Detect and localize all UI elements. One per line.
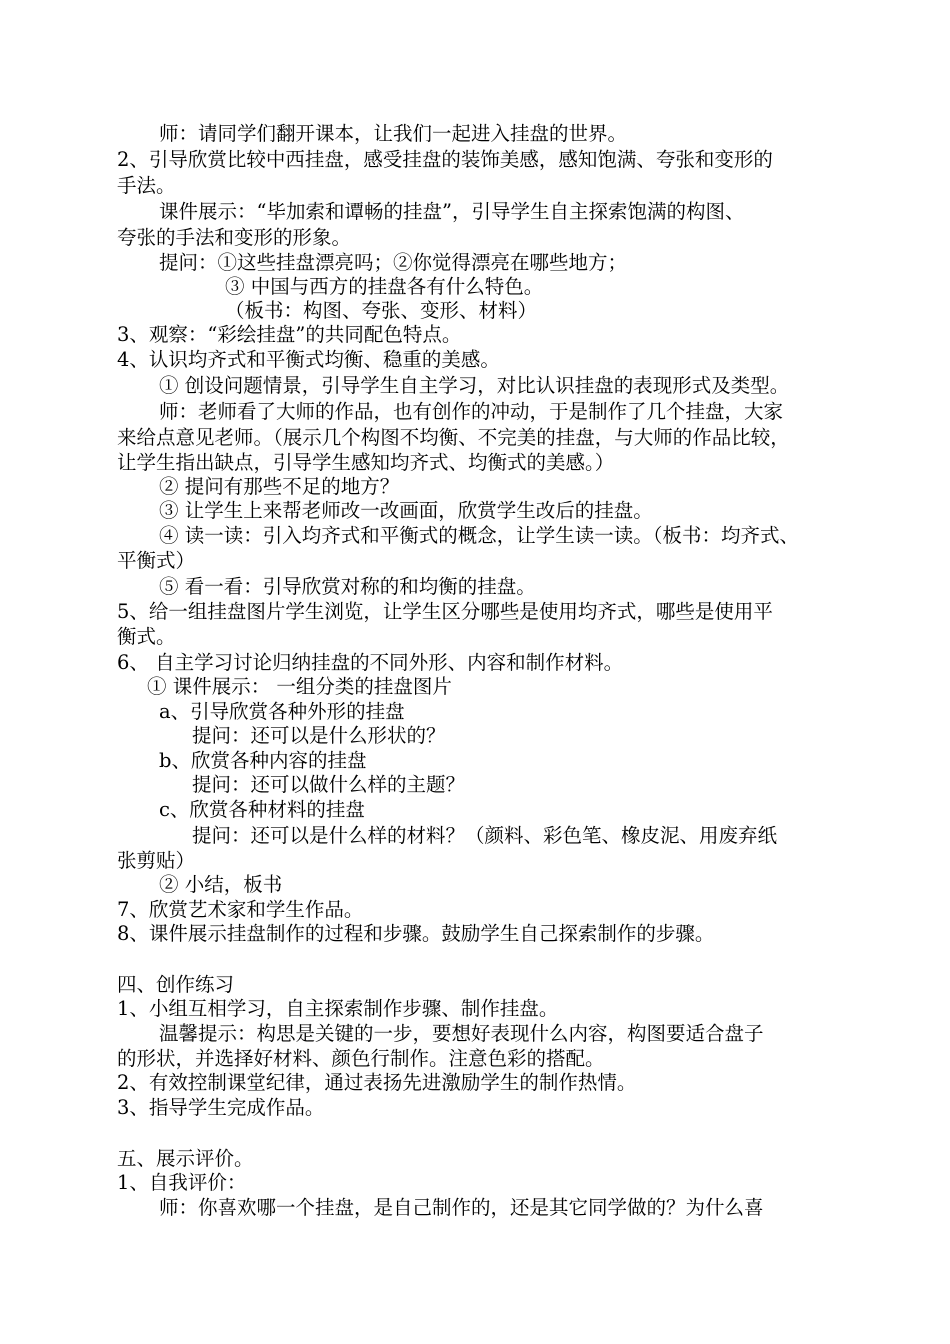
text-line: 师：请同学们翻开课本，让我们一起进入挂盘的世界。 bbox=[159, 122, 628, 145]
text-line: 提问：还可以是什么形状的？ bbox=[192, 724, 446, 747]
text-line: 2、有效控制课堂纪律，通过表扬先进激励学生的制作热情。 bbox=[117, 1071, 637, 1094]
text-line: 温馨提示：构思是关键的一步，要想好表现什么内容，构图要适合盘子 bbox=[159, 1022, 764, 1045]
text-line: 让学生指出缺点，引导学生感知均齐式、均衡式的美感。） bbox=[117, 451, 615, 474]
text-line: 提问：①这些挂盘漂亮吗；②你觉得漂亮在哪些地方； bbox=[159, 251, 628, 274]
text-line: 3、指导学生完成作品。 bbox=[117, 1096, 325, 1119]
text-line: 夸张的手法和变形的形象。 bbox=[117, 226, 352, 249]
text-line: ④ 读一读：引入均齐式和平衡式的概念，让学生读一读。（板书：均齐式、 bbox=[159, 524, 799, 547]
text-line: 3、观察：“彩绘挂盘”的共同配色特点。 bbox=[117, 323, 462, 346]
text-line: 2、引导欣赏比较中西挂盘，感受挂盘的装饰美感，感知饱满、夸张和变形的 bbox=[117, 148, 773, 171]
text-line: ① 创设问题情景，引导学生自主学习，对比认识挂盘的表现形式及类型。 bbox=[159, 374, 790, 397]
text-line: 张剪贴） bbox=[117, 849, 196, 872]
text-line: （板书：构图、夸张、变形、材料） bbox=[225, 299, 538, 322]
text-line: 8、课件展示挂盘制作的过程和步骤。鼓励学生自己探索制作的步骤。 bbox=[117, 922, 715, 945]
text-line: 1、自我评价： bbox=[117, 1171, 247, 1194]
text-line: 师：老师看了大师的作品，也有创作的冲动，于是制作了几个挂盘，大家 bbox=[159, 400, 784, 423]
text-line: ① 课件展示： 一组分类的挂盘图片 bbox=[147, 675, 452, 698]
text-line: 6、 自主学习讨论归纳挂盘的不同外形、内容和制作材料。 bbox=[117, 651, 624, 674]
text-line: 衡式。 bbox=[117, 625, 176, 648]
text-line: ⑤ 看一看：引导欣赏对称的和均衡的挂盘。 bbox=[159, 575, 536, 598]
text-line: 1、小组互相学习，自主探索制作步骤、制作挂盘。 bbox=[117, 997, 559, 1020]
text-line: a、引导欣赏各种外形的挂盘 bbox=[159, 700, 405, 723]
text-line: 师：你喜欢哪一个挂盘，是自己制作的，还是其它同学做的？为什么喜 bbox=[159, 1196, 764, 1219]
text-line: 7、欣赏艺术家和学生作品。 bbox=[117, 898, 364, 921]
text-line: 课件展示：“毕加索和谭畅的挂盘”，引导学生自主探索饱满的构图、 bbox=[159, 200, 745, 223]
section-heading: 四、创作练习 bbox=[117, 973, 235, 996]
text-line: 平衡式） bbox=[117, 549, 196, 572]
text-line: 提问：还可以是什么样的材料？（颜料、彩色笔、橡皮泥、用废弃纸 bbox=[192, 824, 778, 847]
text-line: c、欣赏各种材料的挂盘 bbox=[159, 798, 365, 821]
section-heading: 五、展示评价。 bbox=[117, 1147, 254, 1170]
text-line: ② 提问有那些不足的地方？ bbox=[159, 475, 400, 498]
text-line: 手法。 bbox=[117, 174, 176, 197]
text-line: ③ 让学生上来帮老师改一改画面，欣赏学生改后的挂盘。 bbox=[159, 499, 653, 522]
text-line: 提问：还可以做什么样的主题？ bbox=[192, 773, 466, 796]
text-line: 来给点意见老师。（展示几个构图不均衡、不完美的挂盘，与大师的作品比较， bbox=[117, 426, 790, 449]
text-line: 4、认识均齐式和平衡式均衡、稳重的美感。 bbox=[117, 348, 500, 371]
text-line: 5、给一组挂盘图片学生浏览，让学生区分哪些是使用均齐式，哪些是使用平 bbox=[117, 600, 773, 623]
text-line: ③ 中国与西方的挂盘各有什么特色。 bbox=[225, 275, 544, 298]
text-line: b、欣赏各种内容的挂盘 bbox=[159, 749, 367, 772]
text-line: 的形状，并选择好材料、颜色行制作。注意色彩的搭配。 bbox=[117, 1047, 605, 1070]
text-line: ② 小结，板书 bbox=[159, 873, 283, 896]
